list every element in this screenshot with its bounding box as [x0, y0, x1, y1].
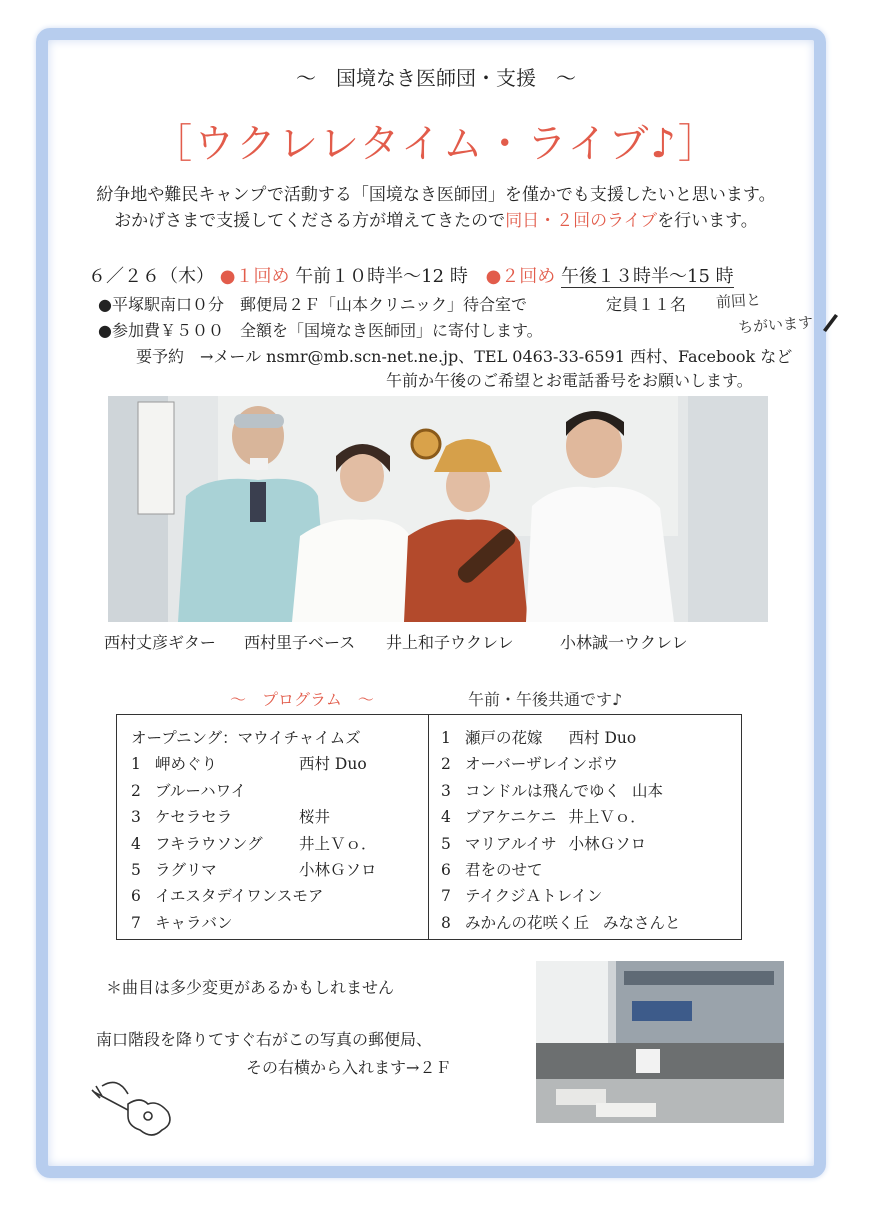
second-show-time: 午後１３時半～15 時 — [561, 266, 734, 287]
program-item: 5 ラグリマ 小林Ｇソロ — [131, 861, 377, 880]
band-photo — [108, 396, 768, 622]
program-item: 4 ブアケニケニ 井上Ｖｏ． — [441, 808, 646, 827]
program-item: 1 瀬戸の花嫁 西村 Duo — [441, 729, 637, 747]
program-divider — [428, 715, 429, 939]
performer-3: 井上和子ウクレレ — [386, 633, 514, 652]
performer-4: 小林誠一ウクレレ — [560, 633, 688, 652]
first-show-label: ●１回め — [219, 266, 290, 287]
program-item: 7 テイクジＡトレイン — [441, 887, 603, 906]
program-item: 6 君をのせて — [441, 861, 543, 880]
program-item: 5 マリアルイサ 小林Ｇソロ — [441, 834, 647, 853]
performer-1: 西村丈彦ギター — [104, 633, 216, 652]
program-item: 7 キャラバン — [131, 913, 233, 932]
band-photo-illustration — [108, 396, 768, 622]
reservation-note: 午前か午後のご希望とお電話番号をお願いします。 — [386, 371, 753, 390]
handwritten-note-2: ちがいます — [737, 313, 814, 337]
program-item: 1 岬めぐり 西村 Duo — [131, 755, 367, 774]
event-date: ６／２６（木） — [88, 266, 214, 287]
reservation: 要予約 →メール nsmr@mb.scn-net.ne.jp、TEL 0463-33-6591 西村、Facebook など — [136, 347, 793, 366]
subtitle: ～ 国境なき医師団・支援 ～ — [296, 66, 576, 90]
program-item: 2 ブルーハワイ — [131, 781, 247, 800]
second-show-label: ●２回め — [485, 266, 556, 287]
venue: ●平塚駅南口０分 郵便局２Ｆ「山本クリニック」待合室で — [98, 295, 528, 314]
handwritten-note-1: 前回と — [715, 290, 762, 312]
program-item: 6 イエスタデイワンスモア — [131, 887, 324, 906]
program-table — [116, 714, 742, 940]
intro-line-2a: おかげさまで支援してくださる方が増えてきたので — [114, 211, 506, 231]
ukulele-icon — [88, 1078, 178, 1148]
change-note: ＊曲目は多少変更があるかもしれません — [106, 978, 395, 997]
program-heading: ～ プログラム ～ — [230, 690, 374, 709]
post-office-photo — [536, 961, 784, 1123]
directions-2: その右横から入れます→２Ｆ — [246, 1058, 452, 1077]
performer-2: 西村里子ベース — [244, 633, 356, 652]
capacity: 定員１１名 — [606, 295, 687, 314]
fee: ●参加費￥５００ 全額を「国境なき医師団」に寄付します。 — [98, 321, 543, 340]
program-item: 8 みかんの花咲く丘 みなさんと — [441, 913, 681, 932]
program-note: 午前・午後共通です♪ — [468, 690, 623, 709]
pen-icon — [820, 310, 840, 334]
program-right-column — [441, 725, 681, 936]
intro-highlight: 同日・２回のライブ — [505, 211, 658, 231]
intro-line-2 — [74, 208, 798, 234]
program-item: 3 コンドルは飛んでゆく 山本 — [441, 781, 664, 800]
schedule-line — [88, 262, 734, 288]
intro-line-2b: を行います。 — [657, 211, 758, 231]
page-title: ［ウクレレタイム・ライブ♪］ — [152, 121, 720, 167]
directions-1: 南口階段を降りてすぐ右がこの写真の郵便局、 — [96, 1030, 433, 1049]
program-opening: オープニング：マウイチャイムズ — [131, 729, 361, 747]
first-show-time: 午前１０時半～12 時 — [295, 266, 468, 287]
post-office-illustration — [536, 961, 784, 1123]
program-item: 2 オーバーザレインボウ — [441, 755, 619, 774]
program-item: 3 ケセラセラ 桜井 — [131, 808, 331, 827]
intro-line-1: 紛争地や難民キャンプで活動する「国境なき医師団」を僅かでも支援したいと思います。 — [96, 185, 776, 205]
intro-text — [74, 182, 798, 234]
program-item: 4 フキラウソング 井上Ｖｏ． — [131, 834, 377, 853]
program-left-column — [131, 725, 377, 936]
